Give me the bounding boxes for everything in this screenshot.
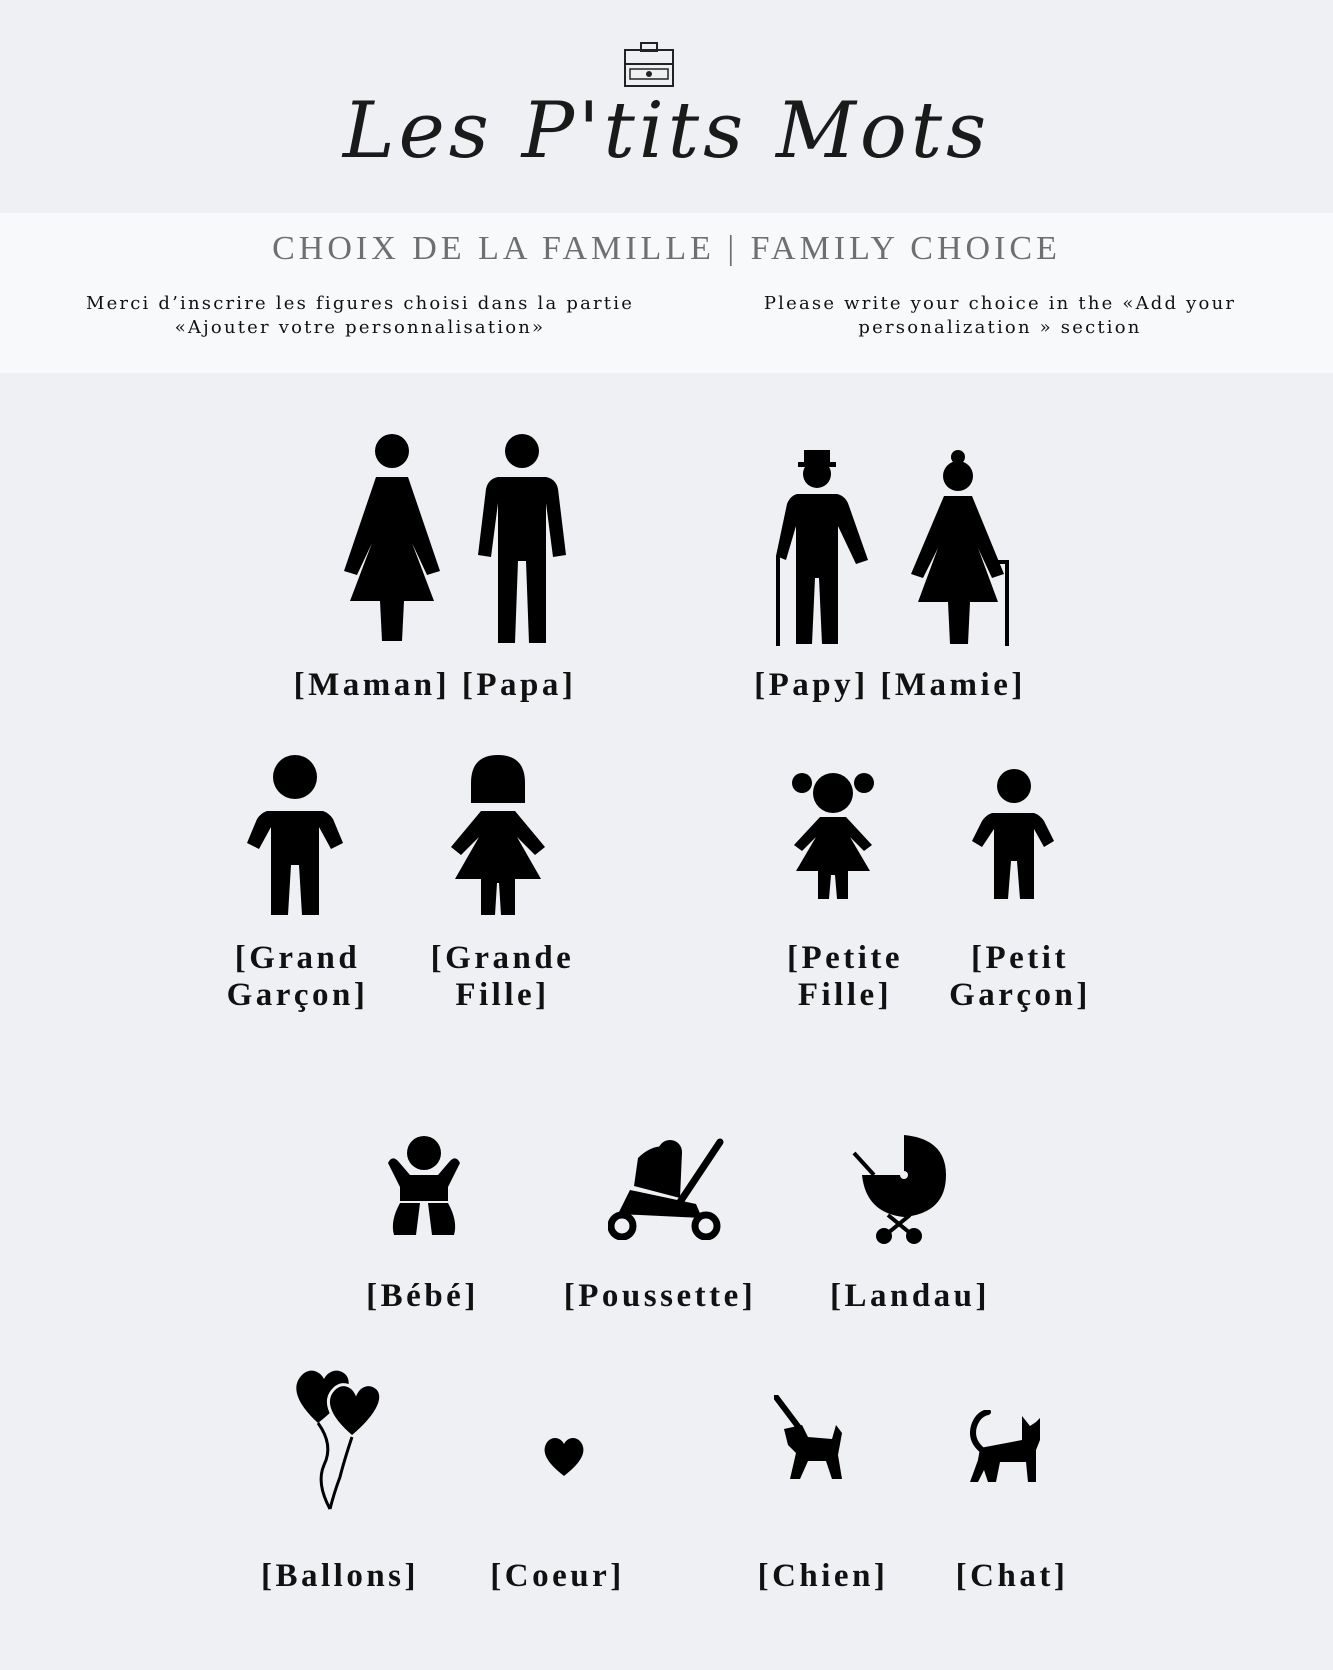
- label-petit-garcon: [920, 940, 1120, 1014]
- label-landau: [Landau]: [829, 1278, 991, 1314]
- label-petit-garcon-line1: [Petit: [971, 940, 1069, 976]
- label-petite-fille-line1: [Petite: [786, 940, 904, 976]
- label-chat: [Chat]: [955, 1558, 1069, 1594]
- banner-title: CHOIX DE LA FAMILLE | FAMILY CHOICE: [272, 230, 1061, 267]
- label-grande-fille-line2: Fille]: [455, 977, 550, 1013]
- suitcase-logo-icon: [622, 40, 676, 90]
- label-grand-garcon: [200, 940, 395, 1014]
- header: [0, 0, 1333, 205]
- balloons-icon: [290, 1365, 382, 1511]
- pram-icon: [852, 1135, 948, 1245]
- label-poussette: [Poussette]: [563, 1278, 757, 1314]
- girl-icon: [449, 755, 547, 917]
- label-chien: [Chien]: [757, 1558, 889, 1594]
- label-papy-mamie: [Papy] [Mamie]: [754, 667, 1026, 703]
- label-ballons: [Ballons]: [260, 1558, 420, 1594]
- dog-icon: [774, 1395, 844, 1479]
- little-girl-icon: [792, 771, 874, 901]
- note-english: [700, 292, 1300, 340]
- woman-icon: [342, 433, 442, 645]
- label-petit-garcon-line2: Garçon]: [949, 977, 1091, 1013]
- label-bebe: [Bébé]: [366, 1278, 479, 1314]
- label-grande-fille: [405, 940, 600, 1014]
- label-petite-fille-line2: Fille]: [797, 977, 893, 1013]
- note-french-line2: «Ajouter votre personnalisation»: [174, 317, 546, 338]
- note-french-line1: Merci d’inscrire les figures choisi dans la partie: [85, 293, 635, 314]
- man-icon: [476, 433, 568, 645]
- baby-icon: [386, 1135, 462, 1237]
- label-petite-fille: [745, 940, 945, 1014]
- boy-icon: [247, 755, 343, 917]
- label-coeur: [Coeur]: [490, 1558, 625, 1594]
- note-english-line2: personalization » section: [858, 317, 1142, 338]
- little-boy-icon: [970, 769, 1054, 901]
- note-english-line1: Please write your choice in the «Add your: [763, 293, 1237, 314]
- label-maman-papa: [Maman] [Papa]: [293, 667, 577, 703]
- grandma-icon: [908, 450, 1012, 646]
- label-grand-garcon-line1: [Grand: [234, 940, 361, 976]
- stroller-icon: [608, 1138, 728, 1240]
- heart-icon: [542, 1436, 586, 1476]
- note-french: [40, 292, 680, 340]
- cat-icon: [970, 1410, 1040, 1482]
- label-grande-fille-line1: [Grande: [430, 940, 575, 976]
- label-grand-garcon-line2: Garçon]: [226, 977, 369, 1013]
- brand-logo: Les P'tits Mots: [342, 86, 991, 176]
- grandpa-icon: [772, 448, 870, 646]
